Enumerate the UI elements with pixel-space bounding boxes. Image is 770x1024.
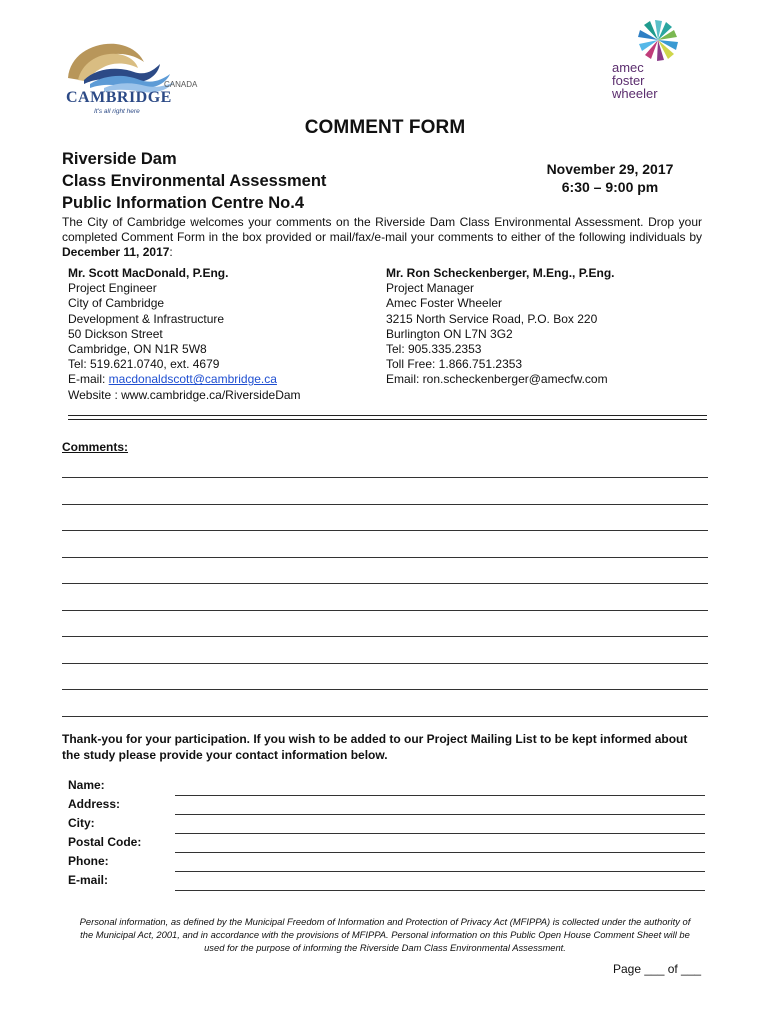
deadline-date: December 11, 2017 — [62, 245, 170, 259]
email-label: E-mail: — [68, 873, 109, 887]
contact-line: Tel: 905.335.2353 — [386, 342, 482, 357]
contact-name: Mr. Scott MacDonald, P.Eng. — [68, 266, 229, 280]
contact-line: Cambridge, ON N1R 5W8 — [68, 342, 207, 357]
contact-consultant — [386, 266, 615, 388]
comments-label: Comments: — [62, 440, 129, 454]
amec-foster-wheeler-logo — [606, 16, 696, 102]
amec-line2: foster — [612, 73, 645, 88]
intro-paragraph — [62, 215, 702, 260]
contact-email-row — [68, 372, 301, 387]
comment-line[interactable] — [62, 557, 708, 558]
event-name: Public Information Centre No.4 — [62, 194, 305, 212]
comment-line[interactable] — [62, 663, 708, 664]
amec-line1: amec — [612, 60, 644, 75]
contact-website: Website : www.cambridge.ca/RiversideDam — [68, 387, 301, 402]
comment-line[interactable] — [62, 530, 708, 531]
cambridge-logo — [60, 40, 200, 118]
city-field[interactable] — [175, 833, 705, 834]
comment-line[interactable] — [62, 583, 708, 584]
form-title: COMMENT FORM — [304, 117, 466, 138]
thank-you-note: Thank-you for your participation. If you wish to be added to our Project Mailing List to be kept informed about the study please provide your contact information below. — [62, 732, 688, 762]
cambridge-tagline: It's all right here — [94, 108, 140, 115]
page-number: Page ___ of ___ — [613, 962, 702, 976]
event-date: November 29, 2017 — [546, 161, 674, 177]
cambridge-country: CANADA — [164, 80, 198, 89]
contact-line: Amec Foster Wheeler — [386, 296, 503, 311]
contact-line: Email: ron.scheckenberger@amecfw.com — [386, 372, 608, 387]
project-subtitle: Class Environmental Assessment — [62, 172, 327, 190]
city-label: City: — [68, 816, 95, 830]
contact-line: Tel: 519.621.0740, ext. 4679 — [68, 357, 220, 372]
cambridge-wordmark: CAMBRIDGE — [66, 89, 172, 106]
contact-line: Burlington ON L7N 3G2 — [386, 326, 513, 341]
contact-line: 50 Dickson Street — [68, 326, 163, 341]
contact-line: Project Manager — [386, 281, 475, 296]
email-field[interactable] — [175, 890, 705, 891]
intro-after: : — [169, 245, 173, 259]
comment-line[interactable] — [62, 610, 708, 611]
postal-code-field[interactable] — [175, 852, 705, 853]
contact-line: City of Cambridge — [68, 296, 165, 311]
contact-city — [68, 266, 301, 403]
email-label: E-mail: — [68, 372, 109, 387]
contact-line: 3215 North Service Road, P.O. Box 220 — [386, 311, 598, 326]
divider — [68, 419, 707, 420]
comment-line[interactable] — [62, 689, 708, 690]
postal-code-label: Postal Code: — [68, 835, 142, 849]
contact-name: Mr. Ron Scheckenberger, M.Eng., P.Eng. — [386, 266, 615, 280]
phone-label: Phone: — [68, 854, 109, 868]
comment-line[interactable] — [62, 477, 708, 478]
email-link[interactable]: macdonaldscott@cambridge.ca — [108, 372, 277, 387]
contact-line: Toll Free: 1.866.751.2353 — [386, 357, 523, 372]
comment-line[interactable] — [62, 636, 708, 637]
intro-text: The City of Cambridge welcomes your comments on the Riverside Dam Class Environmental Assessment. Drop your completed Comment Form in the box provided or mail/fax/e-mail your comments to either of the following individuals by — [62, 215, 702, 244]
comment-line[interactable] — [62, 504, 708, 505]
event-datetime — [520, 160, 700, 196]
phone-field[interactable] — [175, 871, 705, 872]
project-heading — [62, 148, 326, 214]
privacy-notice: Personal information, as defined by the Municipal Freedom of Information and Protection of Privacy Act (MFIPPA) is collected under the authority of the Municipal Act, 2001, and in accordance with the provisions of MFIPPA. Personal information on this Public Open House Comment Sheet will be used for the purpose of informing the Riverside Dam Class Environmental Assessment. — [79, 916, 691, 953]
divider — [68, 415, 707, 416]
name-label: Name: — [68, 778, 105, 792]
project-name: Riverside Dam — [62, 150, 177, 168]
event-time: 6:30 – 9:00 pm — [561, 179, 659, 195]
contact-line: Project Engineer — [68, 281, 157, 296]
name-field[interactable] — [175, 795, 705, 796]
amec-line3: wheeler — [612, 86, 658, 101]
address-field[interactable] — [175, 814, 705, 815]
address-label: Address: — [68, 797, 121, 811]
comment-line[interactable] — [62, 716, 708, 717]
contact-line: Development & Infrastructure — [68, 311, 225, 326]
